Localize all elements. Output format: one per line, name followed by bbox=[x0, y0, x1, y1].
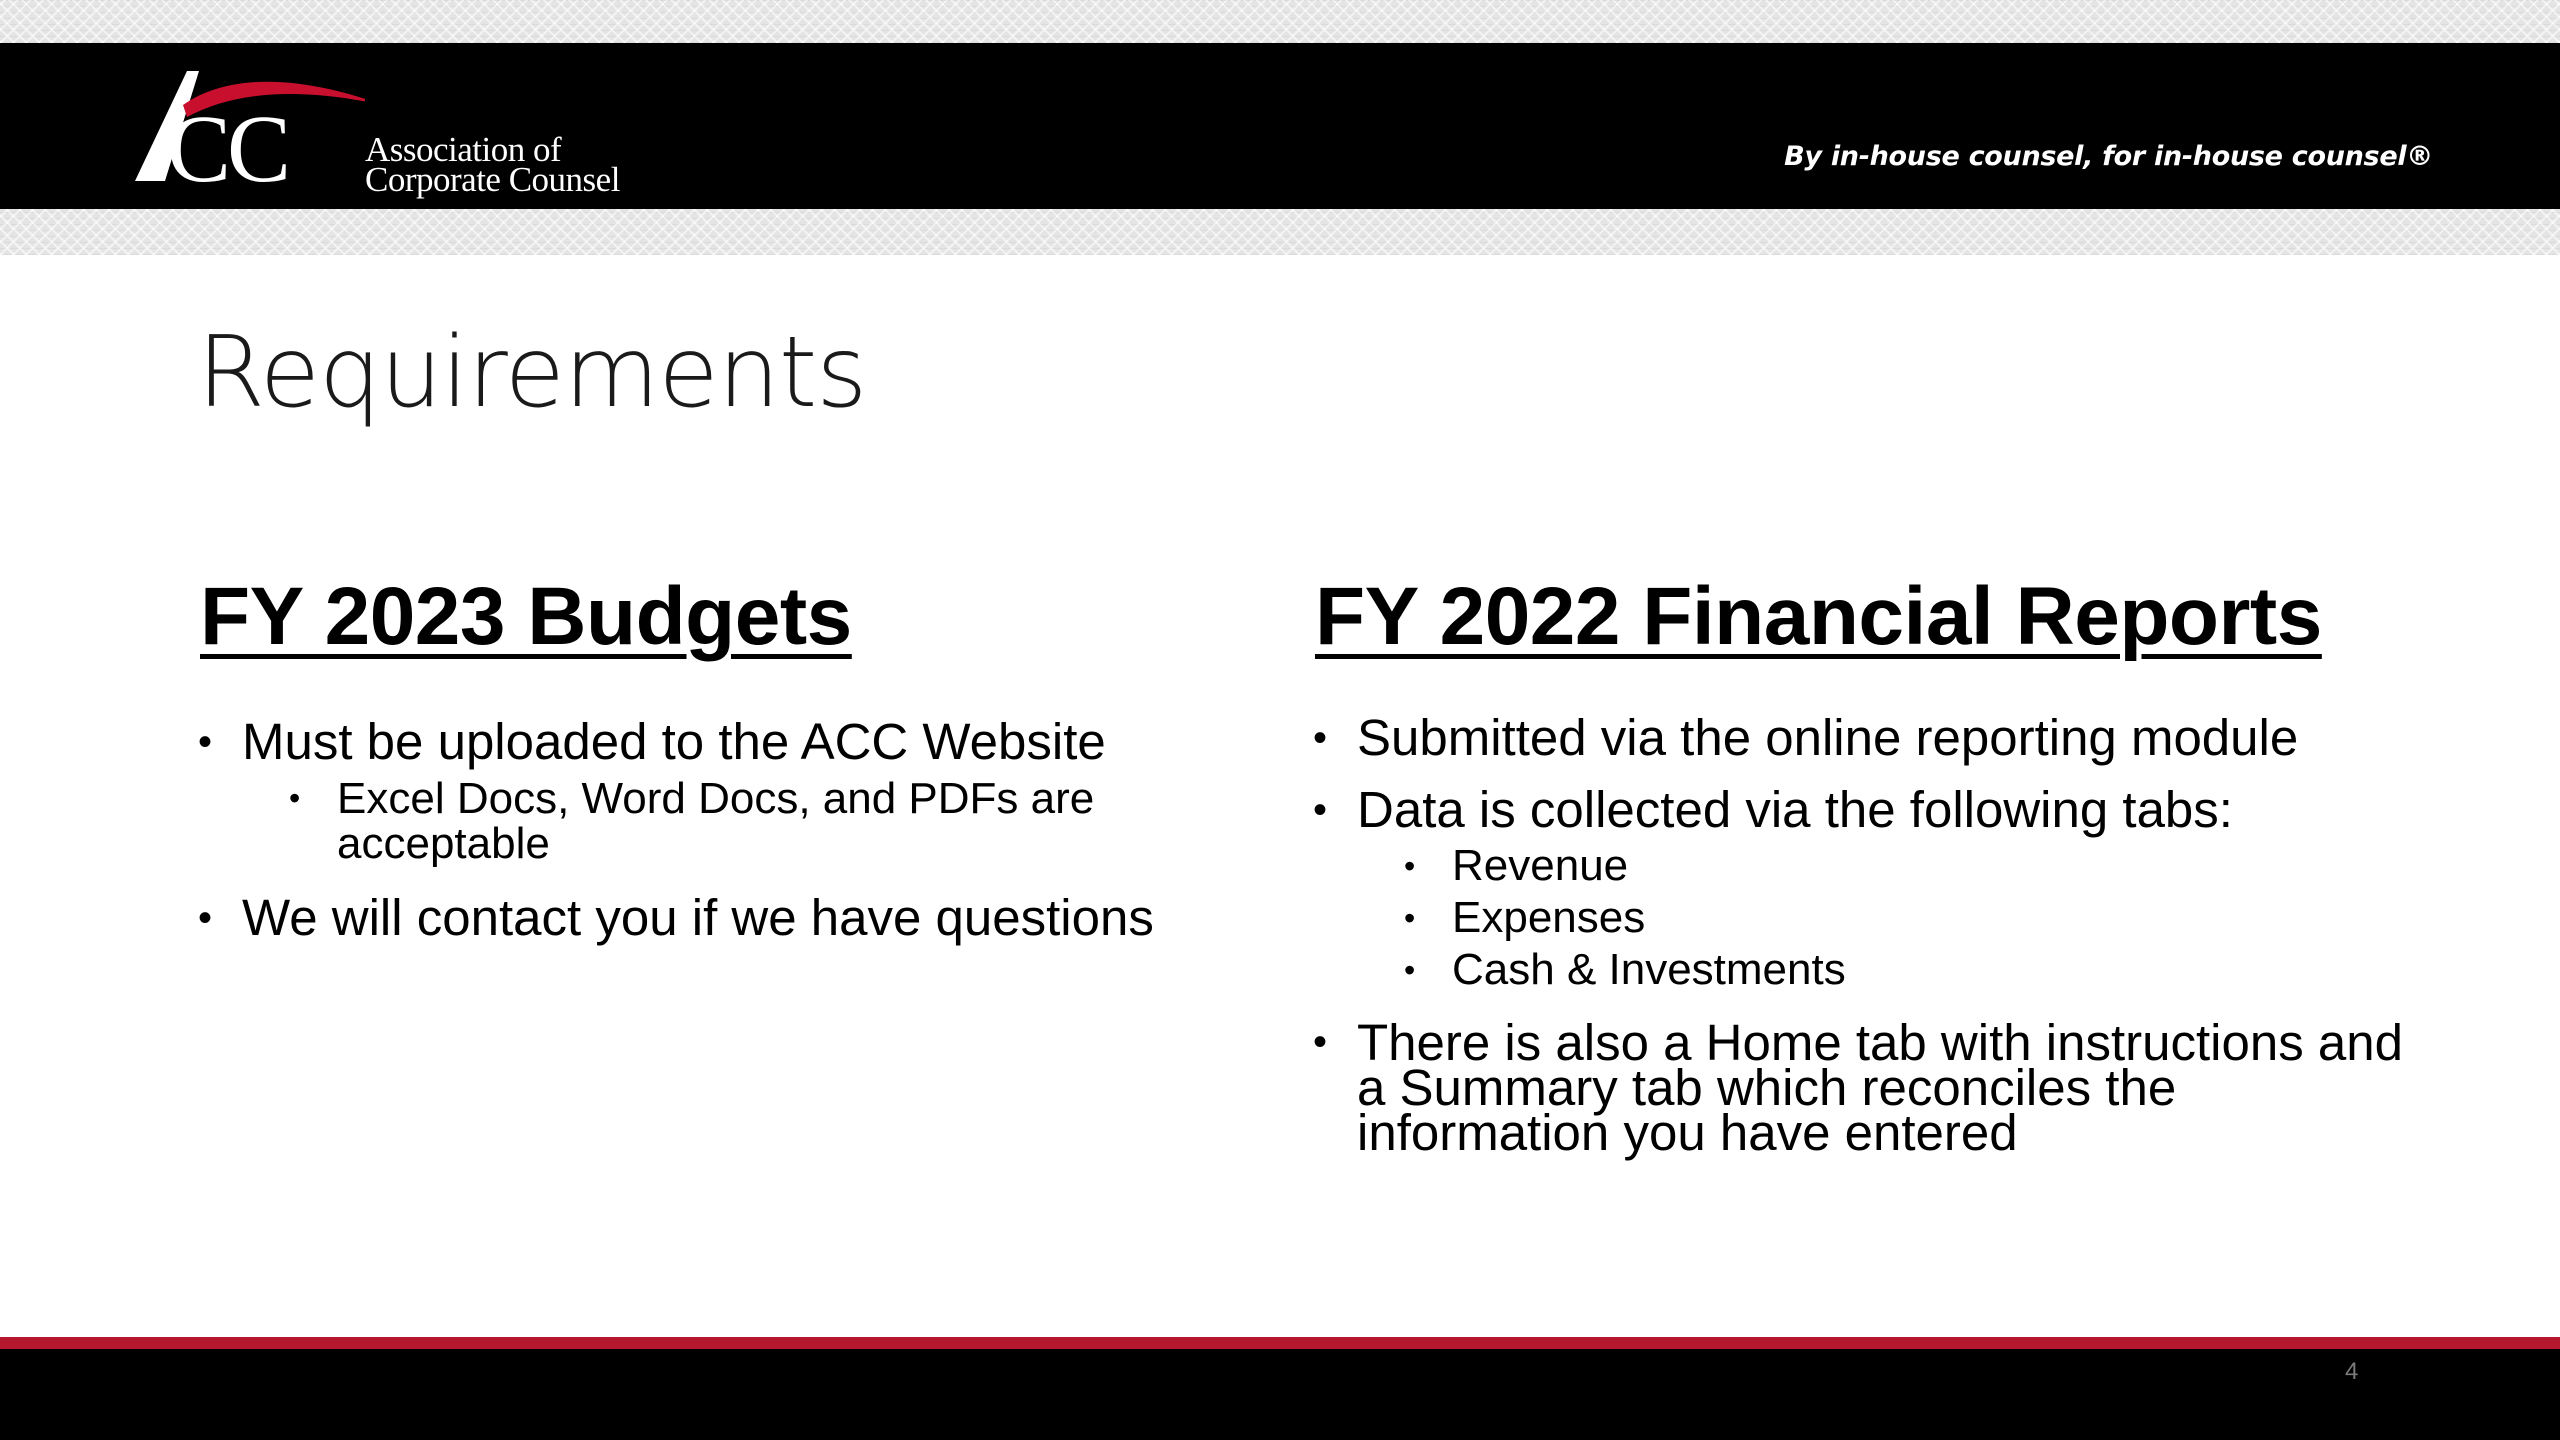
financial-reports-column bbox=[1315, 570, 2435, 1161]
acc-logo bbox=[125, 65, 645, 205]
financial-reports-heading: FY 2022 Financial Reports bbox=[1315, 571, 2322, 662]
header-bar bbox=[0, 43, 2560, 209]
budgets-bullet: • We will contact you if we have questions bbox=[200, 894, 1240, 942]
footer-bar bbox=[0, 1349, 2560, 1440]
footer-rule bbox=[0, 1337, 2560, 1349]
header-pattern-top bbox=[0, 0, 2560, 43]
header-pattern-bottom bbox=[0, 209, 2560, 255]
logo-line-1: Association of bbox=[365, 130, 562, 169]
budgets-sub-list bbox=[242, 776, 1240, 866]
reports-bullet: • Submitted via the online reporting module bbox=[1315, 714, 2435, 762]
header-tagline: By in-house counsel, for in-house counsel® bbox=[1784, 141, 2433, 172]
budgets-sub-bullet: • Excel Docs, Word Docs, and PDFs are acceptable bbox=[280, 776, 1240, 866]
financial-reports-bullet-list bbox=[1315, 709, 2435, 1161]
tab-item-cash-investments: • Cash & Investments bbox=[1395, 944, 2435, 996]
logo-wordmark bbox=[365, 130, 620, 199]
budgets-bullet bbox=[200, 713, 1240, 868]
logo-line-2: Corporate Counsel bbox=[365, 160, 620, 199]
slide-title: Requirements bbox=[197, 316, 867, 430]
tab-item-expenses: • Expenses bbox=[1395, 892, 2435, 944]
svg-text:CC: CC bbox=[167, 95, 288, 195]
reports-bullet: • There is also a Home tab with instructions and a Summary tab which reconciles the information you have entered bbox=[1315, 1020, 2435, 1155]
bullet-text: Data is collected via the following tabs: bbox=[1357, 781, 2233, 838]
page-number: 4 bbox=[2345, 1358, 2359, 1385]
tab-item-revenue: • Revenue bbox=[1395, 840, 2435, 892]
reports-bullet bbox=[1315, 781, 2435, 996]
budgets-bullet-list bbox=[200, 713, 1240, 946]
budgets-column bbox=[200, 570, 1240, 946]
tabs-sub-list bbox=[1357, 840, 2435, 996]
bullet-text: Must be uploaded to the ACC Website bbox=[242, 713, 1106, 770]
budgets-heading: FY 2023 Budgets bbox=[200, 571, 852, 662]
